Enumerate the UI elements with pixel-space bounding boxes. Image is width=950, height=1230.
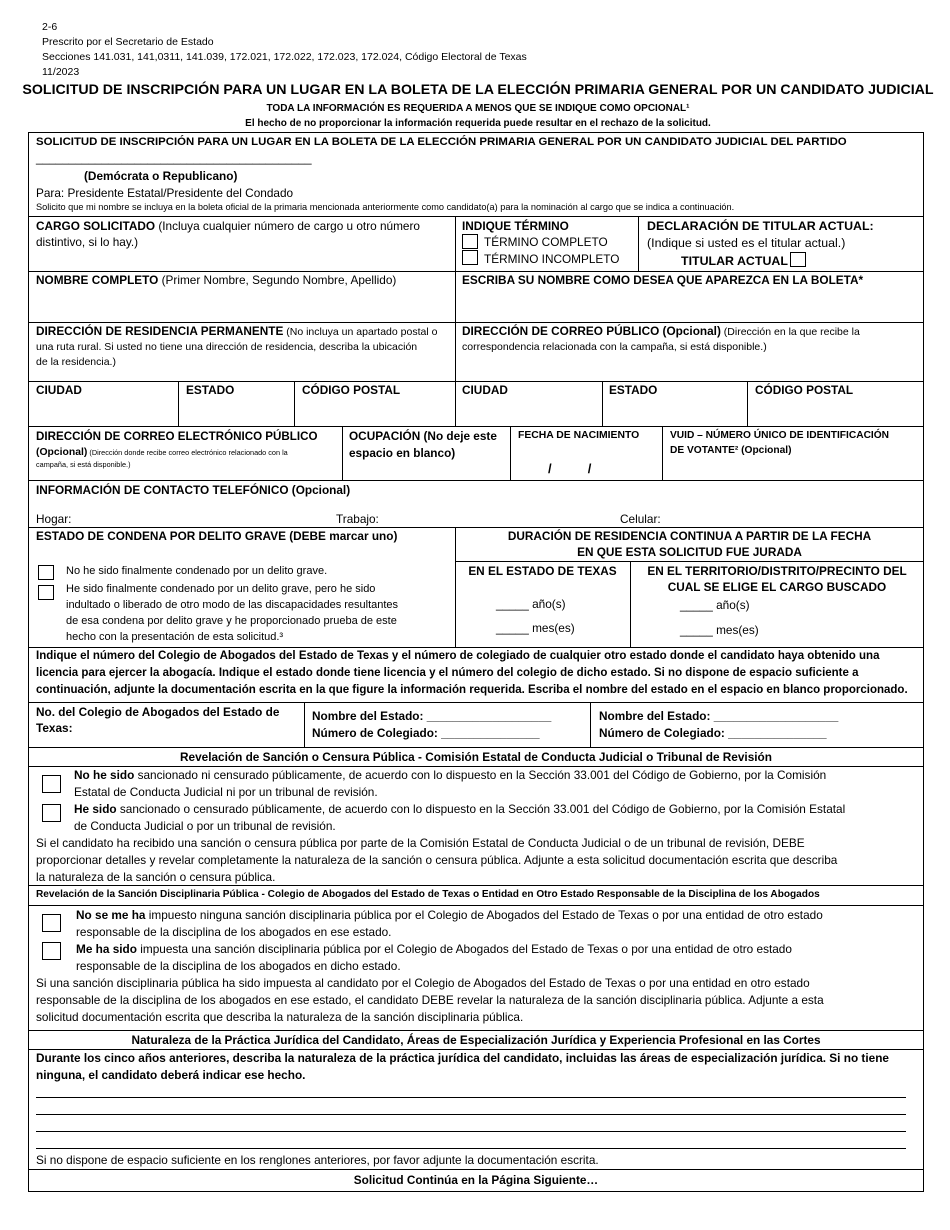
party-hint: (Demócrata o Republicano) [84,169,238,183]
residence-city-label: CIUDAD [36,383,82,397]
sanction-note-line3: la naturaleza de la sanción o censura pública. [36,870,276,884]
practice-instruction-line2: ninguna, el candidato deberá indicar ese hecho. [36,1068,306,1082]
full-name-label: NOMBRE COMPLETO (Primer Nombre, Segundo Nombre, Apellido) [36,273,397,287]
texas-years[interactable]: _____ año(s) [496,597,566,611]
mailing-zip-label: CÓDIGO POSTAL [755,383,854,397]
incumbent-label: DECLARACIÓN DE TITULAR ACTUAL: [647,219,874,233]
office-label-line1: CARGO SOLICITADO (Incluya cualquier número de cargo u otro número [36,219,420,233]
party-blank[interactable]: __________________________________________ [36,151,312,165]
row-divider [28,905,924,906]
col-divider [590,702,591,747]
row-divider [28,322,924,323]
col-divider [638,216,639,271]
felony-option-2-line1: He sido finalmente condenado por un delito grave, pero he sido [66,583,376,595]
felony-not-convicted-checkbox[interactable] [38,565,54,580]
prescribed-by: Prescrito por el Secretario de Estado [42,36,214,48]
home-phone-label: Hogar: [36,512,72,526]
row-divider [28,747,924,748]
term-label: INDIQUE TÉRMINO [462,219,569,233]
other-state-name-1[interactable]: Nombre del Estado: ___________________ [312,709,552,723]
unexpired-term-checkbox[interactable] [462,250,478,265]
incumbent-checkbox-label: TITULAR ACTUAL [681,254,788,268]
email-hint-line2: campaña, si está disponible.) [36,460,131,469]
sanction-note-line1: Si el candidato ha recibido una sanción o censura pública por parte de la Comisión Estatal de Conducta Judicial o de un tribunal de revisión, DEBE [36,836,805,850]
col-divider [342,426,343,480]
practice-answer-line[interactable] [36,1114,906,1115]
email-hint-line1: (Opcional) (Dirección donde recibe correo electrónico relacionado con la [36,447,288,458]
duration-label-line2: EN QUE ESTA SOLICITUD FUE JURADA [577,545,802,559]
residence-state-label: ESTADO [186,383,235,397]
sanction-note-line2: proporcionar detalles y revelar completamente la naturaleza de la sanción o censura pública. Adjunte a esta solicitud documentación escrita que describa [36,853,838,867]
vuid-label-line2: DE VOTANTE² (Opcional) [670,445,792,456]
territory-months[interactable]: _____ mes(es) [680,623,759,637]
duration-label-line1: DURACIÓN DE RESIDENCIA CONTINUA A PARTIR DE LA FECHA [507,529,872,543]
texas-bar-label-line2: Texas: [36,721,73,735]
no-discipline-line1: No se me ha impuesto ninguna sanción disciplinaria pública por el Colegio de Abogados del Estado de Texas o por una entidad de otro estado [76,908,823,922]
sanction-heading: Revelación de Sanción o Censura Pública - Comisión Estatal de Conducta Judicial o Tribunal de Revisión [180,750,772,764]
not-sanctioned-line1: No he sido sancionado ni censurado públicamente, de acuerdo con lo dispuesto en la Sección 33.001 del Código de Gobierno, por la Comisión [74,768,827,782]
occupation-label-line1: OCUPACIÓN (No deje este [349,429,497,443]
texas-duration-label: EN EL ESTADO DE TEXAS [468,564,617,578]
row-divider [28,885,924,886]
mailing-city-label: CIUDAD [462,383,508,397]
felony-option-2-line4: hecho con la presentación de esta solicitud.³ [66,631,284,643]
not-sanctioned-checkbox[interactable] [42,775,61,793]
discipline-line2: responsable de la disciplina de los abogados en dicho estado. [76,959,401,973]
dob-label: FECHA DE NACIMIENTO [518,430,640,441]
felony-label: ESTADO DE CONDENA POR DELITO GRAVE (DEBE marcar uno) [36,529,398,543]
sanctioned-line2: de Conducta Judicial o por un tribunal de revisión. [74,819,336,833]
residence-label-line2: una ruta rural. Si usted no tiene una dirección de residencia, describa la ubicación [36,341,418,353]
row-divider [28,480,924,481]
incumbent-checkbox[interactable] [790,252,806,267]
request-statement: Solicito que mi nombre se incluya en la boleta oficial de la primaria mencionada anteriormente como candidato(a) para la nominación al cargo que se indica a continuación. [36,202,735,212]
col-divider [455,216,456,381]
felony-option-2-line3: de esa condena por delito grave y he proporcionado prueba de este [66,615,397,627]
row-divider [28,216,924,217]
residence-label-line1: DIRECCIÓN DE RESIDENCIA PERMANENTE (No incluya un apartado postal o [36,324,438,338]
form-date: 11/2023 [42,66,80,78]
col-divider [510,426,511,480]
full-term-checkbox[interactable] [462,234,478,249]
continued-notice: Solicitud Continúa en la Página Siguiente… [353,1173,599,1187]
rejection-notice: El hecho de no proporcionar la información requerida puede resultar en el rechazo de la solicitud. [245,118,711,129]
code-sections: Secciones 141.031, 141,0311, 141.039, 172.021, 172.022, 172.023, 172.024, Código Electoral de Texas [42,51,527,63]
felony-option-1: No he sido finalmente condenado por un delito grave. [66,565,328,577]
discipline-checkbox[interactable] [42,942,61,960]
practice-answer-line[interactable] [36,1148,906,1149]
col-divider [304,702,305,747]
discipline-note-line3: solicitud documentación escrita que describa la naturaleza de la sanción disciplinaria pública. [36,1010,524,1024]
bar-instruction-line1: Indique el número del Colegio de Abogados del Estado de Texas y el número de colegiado de cualquier otro estado donde el candidato haya obtenido una [36,650,880,662]
party-heading: SOLICITUD DE INSCRIPCIÓN PARA UN LUGAR EN LA BOLETA DE LA ELECCIÓN PRIMARIA GENERAL POR UN CANDIDATO JUDICIAL DEL PARTIDO [36,136,847,148]
other-state-name-2[interactable]: Nombre del Estado: ___________________ [599,709,839,723]
email-label: DIRECCIÓN DE CORREO ELECTRÓNICO PÚBLICO [36,430,318,443]
unexpired-term-label: TÉRMINO INCOMPLETO [484,252,620,266]
form-number: 2-6 [42,21,58,33]
mailing-label-line2: correspondencia relacionada con la campaña, si está disponible.) [462,341,767,353]
discipline-line1: Me ha sido impuesta una sanción disciplinaria pública por el Colegio de Abogados del Estado de Texas o por una entidad de otro estado [76,942,792,956]
office-label-line2: distintivo, si lo hay.) [36,235,139,249]
sanctioned-checkbox[interactable] [42,804,61,822]
work-phone-label: Trabajo: [336,512,379,526]
other-member-number-1[interactable]: Número de Colegiado: _______________ [312,726,540,740]
felony-option-2-line2: indultado o liberado de otro modo de las discapacidades resultantes [66,599,399,611]
form-title: SOLICITUD DE INSCRIPCIÓN PARA UN LUGAR EN LA BOLETA DE LA ELECCIÓN PRIMARIA GENERAL POR UN CANDIDATO JUDICIAL [22,82,934,98]
row-divider [28,1030,924,1031]
row-divider [455,561,924,562]
no-discipline-checkbox[interactable] [42,914,61,932]
mailing-label-line1: DIRECCIÓN DE CORREO PÚBLICO (Opcional) (Dirección en la que recibe la [462,324,860,338]
cell-phone-label: Celular: [620,512,661,526]
col-divider [602,381,603,426]
incumbent-hint: (Indique si usted es el titular actual.) [647,236,846,250]
row-divider [28,426,924,427]
other-member-number-2[interactable]: Número de Colegiado: _______________ [599,726,827,740]
row-divider [28,702,924,703]
vuid-label-line1: VUID – NÚMERO ÚNICO DE IDENTIFICACIÓN [670,430,890,441]
addressee: Para: Presidente Estatal/Presidente del Condado [36,186,294,200]
practice-answer-line[interactable] [36,1097,906,1098]
full-term-label: TÉRMINO COMPLETO [484,235,608,249]
practice-note: Si no dispone de espacio suficiente en los renglones anteriores, por favor adjunte la documentación escrita. [36,1153,599,1167]
col-divider [178,381,179,426]
territory-duration-label-line1: EN EL TERRITORIO/DISTRITO/PRECINTO DEL [647,564,907,578]
territory-years[interactable]: _____ año(s) [680,598,750,612]
discipline-note-line2: responsable de la disciplina de los abogados en ese estado, el candidato DEBE revelar la naturaleza de la sanción disciplinaria pública. Adjunte a esta [36,993,824,1007]
ballot-name-label: ESCRIBA SU NOMBRE COMO DESEA QUE APAREZCA EN LA BOLETA* [462,273,864,287]
no-discipline-line2: responsable de la disciplina de los abogados en ese estado. [76,925,392,939]
bar-instruction-line2: licencia para ejercer la abogacía. Indique el estado donde tiene licencia y el número del colegio de dicho estado. Si no dispone de espacio suficiente a [36,667,859,679]
texas-months[interactable]: _____ mes(es) [496,621,575,635]
occupation-label-line2: espacio en blanco) [349,446,456,460]
mailing-state-label: ESTADO [609,383,658,397]
bar-instruction-line3: continuación, adjunte la documentación escrita en la que figure la información requerida. Escriba el nombre del estado en el espacio en blanco proporcionado. [36,684,908,696]
col-divider [747,381,748,426]
not-sanctioned-line2: Estatal de Conducta Judicial ni por un tribunal de revisión. [74,785,378,799]
required-notice: TODA LA INFORMACIÓN ES REQUERIDA A MENOS QUE SE INDIQUE COMO OPCIONAL¹ [266,103,690,114]
sanctioned-line1: He sido sancionado o censurado públicamente, de acuerdo con lo dispuesto en la Sección 33.001 del Código de Gobierno, por la Comisión Estatal [74,802,846,816]
texas-bar-label-line1: No. del Colegio de Abogados del Estado de [36,705,280,719]
col-divider [455,381,456,426]
col-divider [294,381,295,426]
phone-label: INFORMACIÓN DE CONTACTO TELEFÓNICO (Opcional) [36,483,351,497]
residence-label-line3: de la residencia.) [36,356,116,368]
discipline-note-line1: Si una sanción disciplinaria pública ha sido impuesta al candidato por el Colegio de Abogados del Estado de Texas o por una entidad en otro estado [36,976,810,990]
practice-instruction-line1: Durante los cinco años anteriores, describa la naturaleza de la práctica jurídica del candidato, incluidas las áreas de especialización jurídica. Si no tiene [36,1051,889,1065]
row-divider [28,1169,924,1170]
territory-duration-label-line2: CUAL SE ELIGE EL CARGO BUSCADO [667,580,887,594]
discipline-heading: Revelación de la Sanción Disciplinaria Pública - Colegio de Abogados del Estado de Texas o Entidad en Otro Estado Responsable de la Disciplina de los Abogados [36,889,820,900]
practice-answer-line[interactable] [36,1131,906,1132]
practice-heading: Naturaleza de la Práctica Jurídica del Candidato, Áreas de Especialización Jurídica y Experiencia Profesional en las Cortes [131,1033,821,1047]
felony-pardoned-checkbox[interactable] [38,585,54,600]
residence-zip-label: CÓDIGO POSTAL [302,383,401,397]
dob-slashes[interactable]: / / [548,461,592,476]
col-divider [662,426,663,480]
